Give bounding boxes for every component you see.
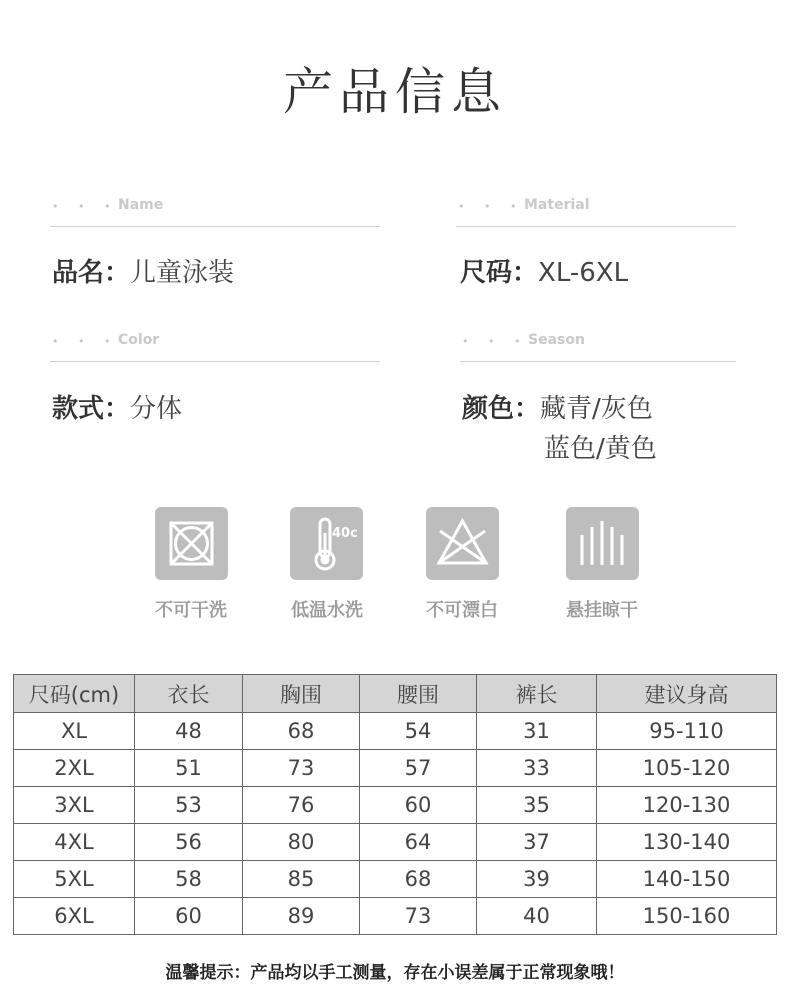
size-table xyxy=(13,674,777,935)
table-cell: 60 xyxy=(135,898,243,935)
table-cell: 89 xyxy=(243,898,360,935)
size-field xyxy=(460,252,628,289)
hang-dry-icon xyxy=(566,507,639,580)
table-row xyxy=(14,861,777,898)
size-key: 尺码： xyxy=(460,258,539,288)
name-tag: Name xyxy=(118,197,164,213)
table-cell: 39 xyxy=(477,861,597,898)
color-tag: Color xyxy=(118,332,160,348)
table-cell: XL xyxy=(14,713,135,750)
table-row xyxy=(14,898,777,935)
measurement-note: 温馨提示：产品均以手工测量，存在小误差属于正常现象哦！ xyxy=(165,963,625,983)
table-cell: 58 xyxy=(135,861,243,898)
table-cell: 95-110 xyxy=(597,713,777,750)
season-tag: Season xyxy=(528,332,585,348)
table-cell: 140-150 xyxy=(597,861,777,898)
name-section-header xyxy=(50,196,380,227)
table-row xyxy=(14,824,777,861)
care-label-1: 不可干洗 xyxy=(155,600,227,621)
table-cell: 85 xyxy=(243,861,360,898)
table-cell: 35 xyxy=(477,787,597,824)
table-header: 胸围 xyxy=(243,675,360,713)
color-key: 颜色： xyxy=(462,394,541,424)
table-cell: 48 xyxy=(135,713,243,750)
care-label-2: 低温水洗 xyxy=(291,600,363,621)
table-cell: 4XL xyxy=(14,824,135,861)
care-label-3: 不可漂白 xyxy=(426,600,498,621)
table-cell: 31 xyxy=(477,713,597,750)
table-cell: 51 xyxy=(135,750,243,787)
table-cell: 5XL xyxy=(14,861,135,898)
dots-decoration: • • • xyxy=(52,335,119,348)
table-row xyxy=(14,750,777,787)
table-cell: 56 xyxy=(135,824,243,861)
table-row xyxy=(14,787,777,824)
care-label-4: 悬挂晾干 xyxy=(566,600,638,621)
table-cell: 68 xyxy=(243,713,360,750)
table-cell: 120-130 xyxy=(597,787,777,824)
table-cell: 64 xyxy=(360,824,477,861)
table-cell: 130-140 xyxy=(597,824,777,861)
table-header: 裤长 xyxy=(477,675,597,713)
thermometer-40c-icon xyxy=(290,507,363,580)
dots-decoration: • • • xyxy=(52,200,119,213)
table-cell: 73 xyxy=(243,750,360,787)
table-header-row xyxy=(14,675,777,713)
color-section-header xyxy=(50,331,380,362)
table-cell: 105-120 xyxy=(597,750,777,787)
table-cell: 68 xyxy=(360,861,477,898)
style-field xyxy=(52,388,182,425)
product-name-value: 儿童泳装 xyxy=(130,258,235,288)
dots-decoration: • • • xyxy=(462,335,529,348)
table-cell: 76 xyxy=(243,787,360,824)
no-bleach-icon xyxy=(426,507,499,580)
table-header: 衣长 xyxy=(135,675,243,713)
table-cell: 150-160 xyxy=(597,898,777,935)
table-cell: 37 xyxy=(477,824,597,861)
product-name-field xyxy=(52,252,234,289)
color-value-line2: 蓝色/黄色 xyxy=(544,434,657,464)
dots-decoration: • • • xyxy=(458,200,525,213)
table-header: 尺码(cm) xyxy=(14,675,135,713)
product-name-key: 品名： xyxy=(52,258,131,288)
table-cell: 54 xyxy=(360,713,477,750)
page-title: 产品信息 xyxy=(283,63,507,121)
table-cell: 6XL xyxy=(14,898,135,935)
table-cell: 80 xyxy=(243,824,360,861)
material-section-header xyxy=(456,196,736,227)
size-value: XL-6XL xyxy=(538,258,629,288)
table-row xyxy=(14,713,777,750)
table-cell: 73 xyxy=(360,898,477,935)
color-value-line1: 藏青/灰色 xyxy=(540,394,653,424)
style-key: 款式： xyxy=(52,394,131,424)
table-header: 腰围 xyxy=(360,675,477,713)
table-cell: 33 xyxy=(477,750,597,787)
material-tag: Material xyxy=(524,197,590,213)
color-field xyxy=(462,388,653,425)
temperature-badge: 40c xyxy=(332,526,358,541)
table-cell: 2XL xyxy=(14,750,135,787)
table-cell: 40 xyxy=(477,898,597,935)
table-header: 建议身高 xyxy=(597,675,777,713)
color-field-line2 xyxy=(544,428,657,465)
no-tumble-dry-icon xyxy=(155,507,228,580)
style-value: 分体 xyxy=(130,394,183,424)
table-cell: 53 xyxy=(135,787,243,824)
season-section-header xyxy=(460,331,736,362)
table-cell: 60 xyxy=(360,787,477,824)
table-cell: 3XL xyxy=(14,787,135,824)
table-cell: 57 xyxy=(360,750,477,787)
